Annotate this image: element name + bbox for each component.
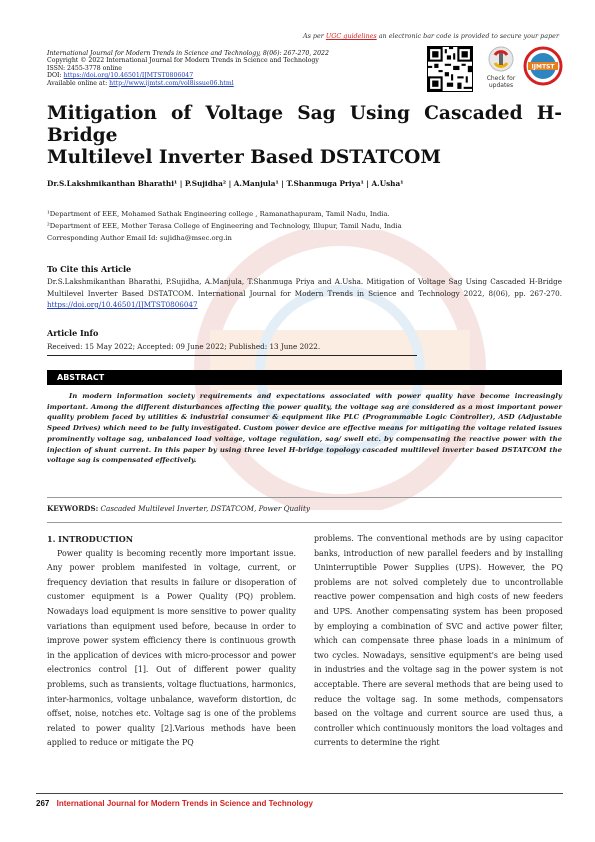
keywords-text: Cascaded Multilevel Inverter, DSTATCOM, Power Quality — [100, 504, 310, 513]
affiliation-2: ²Department of EEE, Mother Terasa College of Engineering and Technology, Illupur, Tamil Nadu, India — [47, 222, 402, 230]
check-label-2: updates — [488, 81, 514, 89]
abstract-heading: ABSTRACT — [57, 373, 105, 382]
cite-text — [47, 276, 562, 311]
doi-line — [47, 72, 377, 79]
ugc-notice — [303, 32, 559, 40]
qr-code-icon — [427, 46, 473, 92]
footer-divider — [36, 793, 563, 794]
ugc-prefix: As per — [302, 32, 324, 40]
check-label-1: Check for — [486, 75, 516, 82]
page-number: 267 — [36, 799, 50, 808]
available-line — [47, 80, 377, 87]
title-line-1: Mitigation of Voltage Sag Using Cascaded H-Bridge — [47, 103, 562, 146]
affiliations — [47, 208, 402, 244]
issn-line: ISSN: 2455-3778 online — [47, 64, 122, 72]
ijmtst-logo — [523, 46, 563, 86]
paper-title — [47, 103, 562, 169]
abstract-divider — [47, 497, 562, 498]
available-label: Available online at: — [47, 79, 108, 87]
doi-label: DOI: — [47, 72, 62, 80]
author-list: Dr.S.Lakshmikanthan Bharathi¹ | P.Sujidha² | A.Manjula¹ | T.Shanmuga Priya¹ | A.Usha¹ — [47, 179, 404, 188]
right-column — [314, 532, 563, 751]
intro-heading: 1. INTRODUCTION — [47, 534, 134, 544]
journal-citation-line: International Journal for Modern Trends in Science and Technology, 8(06): 267-270, 2022 — [47, 50, 329, 57]
footer-journal-name: International Journal for Modern Trends in Science and Technology — [56, 799, 313, 808]
title-line-2: Multilevel Inverter Based DSTATCOM — [47, 147, 441, 168]
ugc-suffix: an electronic bar code is provided to secure your paper — [378, 32, 559, 40]
journal-metadata — [47, 50, 377, 87]
intro-right-text: problems. The conventional methods are by using capacitor banks, introduction of new parallel feeders and by installing Uninterruptible Power Supplies (UPS). However, the PQ problems are not solved completely due to uncontrollable reactive power compensation and high costs of new feeders and UPS. Another compensating system has been proposed by employing a combination of SVC and active power filter, which can compensate three phase loads in a minimum of two cycles. Nowadays, sensitive equipment's are being used in industries and the voltage sag in the power system is not acceptable. There are several methods that are being used to reduce the voltage sag. In some methods, compensators based on the voltage and current source are used thus, a controller which continuously monitors the load voltages and currents to determine the right — [314, 534, 563, 748]
article-info-dates: Received: 15 May 2022; Accepted: 09 June 2022; Published: 13 June 2022. — [47, 342, 321, 351]
article-info-heading: Article Info — [47, 328, 99, 338]
affiliation-1: ¹Department of EEE, Mohamed Sathak Engineering college , Ramanathapuram, Tamil Nadu, India. — [47, 210, 390, 218]
ugc-guidelines-link[interactable]: UGC guidelines — [325, 32, 377, 40]
cite-heading: To Cite this Article — [47, 264, 132, 274]
corresponding-author: Corresponding Author Email Id: sujidha@msec.org.in — [47, 234, 232, 242]
abstract-text: In modern information society requirements and expectations associated with power quality have become increasingly important. Among the different disturbances affecting the power quality, the voltage sag are considered as a most important power quality problem faced by utilities & industrial consumer & equipment like PLC (Programmable Logic Controller), ASD (Adjustable Speed Drives) which need to be fully investigated. Custom power device are effective means for mitigating the voltage related issues prominently voltage sag, unbalanced load voltage, voltage regulation, sag/ swell etc. by compensating the reactive power with the injection of shunt current. In this paper by using three level H-bridge topology cascaded multilevel inverter based DSTATCOM the voltage sag is compensated effectively. — [47, 392, 562, 465]
available-link[interactable]: http://www.ijmtst.com/vol8issue06.html — [109, 79, 234, 87]
keywords-divider — [47, 522, 562, 523]
abstract-heading-bar — [47, 370, 562, 385]
citation-body: Dr.S.Lakshmikanthan Bharathi, P.Sujidha, A.Manjula, T.Shanmuga Priya and A.Usha. Mitigation of Voltage Sag Using Cascaded H-Bridge Multilevel Inverter Based DSTATCOM. International Journal for Modern Trends in Science and Technology 2022, 8(06), pp. 267-270. — [47, 277, 562, 298]
page-footer — [36, 799, 313, 808]
doi-link[interactable]: https://doi.org/10.46501/IJMTST0806047 — [63, 72, 194, 80]
copyright-line: Copyright © 2022 International Journal for Modern Trends in Science and Technology — [47, 57, 319, 65]
logo-text: IJMTST — [531, 63, 555, 71]
check-for-updates-badge[interactable] — [484, 46, 518, 89]
keywords-label: KEYWORDS: — [47, 504, 99, 513]
citation-doi-link[interactable]: https://doi.org/10.46501/IJMTST0806047 — [47, 300, 198, 309]
check-updates-icon — [488, 46, 514, 72]
left-column — [47, 532, 296, 751]
article-info-divider — [47, 355, 417, 356]
keywords — [47, 504, 310, 513]
intro-left-text: Power quality is becoming recently more important issue. Any power problem manifested in voltage, current, or frequency deviation that results in failure or disoperation of customer equipment is a Power Quality (PQ) problem. Nowadays load equipment is more sensitive to power quality variations than equipment used before, because in order to improve power system efficiency there is continuous growth in the application of devices with micro-processor and power electronics control [1]. Out of different power quality problems, such as transients, voltage fluctuations, harmonics, inter-harmonics, voltage unbalance, waveform distortion, dc offset, noise, notches etc. Voltage sag is one of the problems related to power quality [2].Various methods have been applied to reduce or mitigate the PQ — [47, 548, 296, 748]
